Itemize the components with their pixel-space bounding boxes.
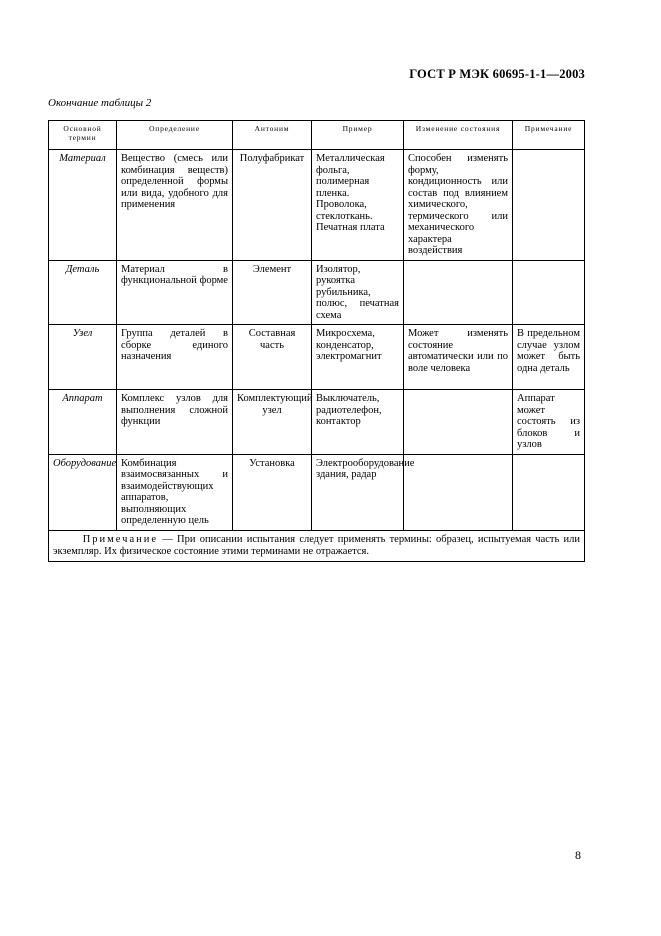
table-row: [49, 260, 585, 325]
page-number: 8: [575, 848, 581, 862]
cell-antonym: Полуфабрикат: [233, 150, 312, 261]
terms-table: [48, 120, 585, 562]
table-header-row: [49, 121, 585, 150]
cell-example: Металлическая фольга, полимерная пленка. Проволока, стеклоткань. Печатная плата: [312, 150, 404, 261]
cell-term: Аппарат: [49, 390, 117, 455]
cell-term: Оборудование: [49, 454, 117, 530]
cell-change: Может изменять состояние автоматически или по воле человека: [404, 325, 513, 390]
table-footnote: [49, 530, 585, 561]
cell-definition: Материал в функциональной форме: [117, 260, 233, 325]
cell-note: Аппарат может состоять из блоков и узлов: [513, 390, 585, 455]
column-header: Пример: [312, 121, 404, 150]
cell-definition: Комбинация взаимосвязанных и взаимодействующих аппаратов, выполняющих определенную цель: [117, 454, 233, 530]
cell-antonym: Установка: [233, 454, 312, 530]
cell-change: [404, 454, 513, 530]
cell-change: [404, 260, 513, 325]
cell-example: Микросхема, конденсатор, электромагнит: [312, 325, 404, 390]
cell-definition: Комплекс узлов для выполнения сложной функции: [117, 390, 233, 455]
cell-note: [513, 454, 585, 530]
table-footnote-row: [49, 530, 585, 561]
column-header: Примечание: [513, 121, 585, 150]
cell-antonym: Составная часть: [233, 325, 312, 390]
table-row: [49, 390, 585, 455]
footnote-text: — При описании испытания следует применять термины: образец, испытуемая часть или экземпляр. Их физическое состояние этими терминами не отражается.: [53, 533, 581, 557]
cell-change: Способен изменять форму, кондиционность или состав под влиянием химического, термического или механического характера воздействия: [404, 150, 513, 261]
cell-term: Узел: [49, 325, 117, 390]
footnote-label: Примечание: [82, 533, 159, 545]
cell-note: В предельном случае узлом может быть одна деталь: [513, 325, 585, 390]
column-header: Основной термин: [49, 121, 117, 150]
column-header: Определение: [117, 121, 233, 150]
cell-term: Материал: [49, 150, 117, 261]
table-row: [49, 150, 585, 261]
column-header: Изменение состояния: [404, 121, 513, 150]
cell-antonym: Элемент: [233, 260, 312, 325]
cell-note: [513, 150, 585, 261]
cell-example: Выключатель, радиотелефон, контактор: [312, 390, 404, 455]
column-header: Антоним: [233, 121, 312, 150]
cell-definition: Вещество (смесь или комбинация веществ) определенной формы или вида, удобного для применения: [117, 150, 233, 261]
document-standard-header: ГОСТ Р МЭК 60695-1-1—2003: [409, 67, 585, 81]
table-caption: Окончание таблицы 2: [48, 97, 152, 109]
table-row: [49, 454, 585, 530]
cell-example: Электрооборудование здания, радар: [312, 454, 404, 530]
cell-example: Изолятор, рукоятка рубильника, полюс, печатная схема: [312, 260, 404, 325]
cell-definition: Группа деталей в сборке единого назначения: [117, 325, 233, 390]
cell-change: [404, 390, 513, 455]
table-row: [49, 325, 585, 390]
cell-note: [513, 260, 585, 325]
cell-antonym: Комплектующий узел: [233, 390, 312, 455]
cell-term: Деталь: [49, 260, 117, 325]
